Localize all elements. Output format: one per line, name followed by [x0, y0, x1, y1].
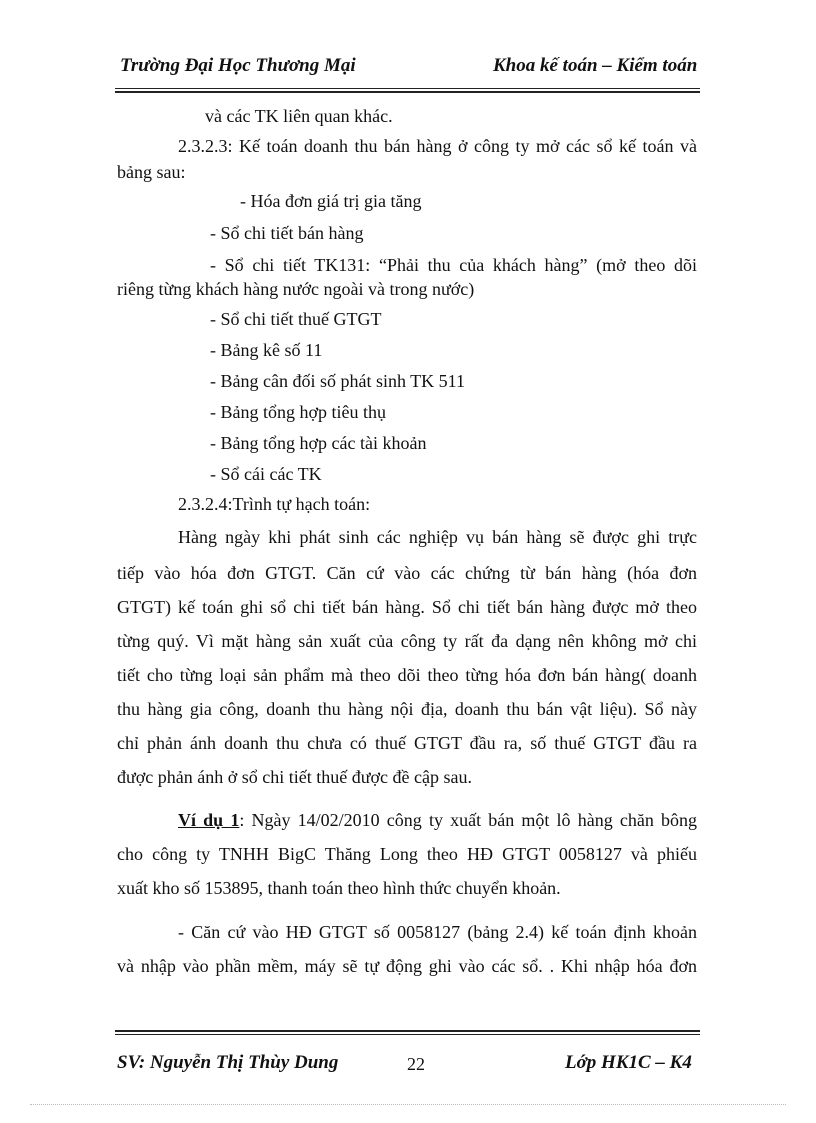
- page-bottom-border: [30, 1104, 786, 1105]
- paragraph-line: được phản ánh ở sổ chi tiết thuế được đề cập sau.: [117, 767, 472, 787]
- paragraph-line: GTGT) kế toán ghi sổ chi tiết bán hàng. Sổ chi tiết bán hàng được mở theo: [117, 597, 697, 617]
- list-item: riêng từng khách hàng nước ngoài và trong nước): [117, 279, 475, 299]
- list-item: - Hóa đơn giá trị gia tăng: [240, 191, 422, 211]
- paragraph-line: tiết cho từng loại sản phẩm mà theo dõi theo từng hóa đơn bán hàng( doanh: [117, 665, 697, 685]
- page-number: 22: [407, 1054, 425, 1074]
- section-heading: 2.3.2.4:Trình tự hạch toán:: [178, 494, 371, 514]
- footer-student: SV: Nguyễn Thị Thùy Dung: [117, 1052, 339, 1073]
- header-divider-thick: [115, 91, 700, 93]
- example-text: : Ngày 14/02/2010 công ty xuất bán một lô hàng chăn bông: [239, 810, 697, 830]
- paragraph-line: tiếp vào hóa đơn GTGT. Căn cứ vào các chứng từ bán hàng (hóa đơn: [117, 563, 697, 583]
- example-label: Ví dụ 1: [178, 810, 240, 830]
- paragraph-line: bảng sau:: [117, 162, 186, 182]
- example-line: xuất kho số 153895, thanh toán theo hình thức chuyển khoản.: [117, 878, 561, 898]
- footer-divider: [115, 1034, 700, 1035]
- header-school: Trường Đại Học Thương Mại: [120, 55, 356, 76]
- paragraph-line: thu hàng gia công, doanh thu hàng nội địa, doanh thu bán vật liệu). Sổ này: [117, 699, 697, 719]
- paragraph-line: và nhập vào phần mềm, máy sẽ tự động ghi vào các sổ. . Khi nhập hóa đơn: [117, 956, 697, 976]
- list-item: - Bảng tổng hợp các tài khoản: [210, 433, 427, 453]
- paragraph-line: chỉ phản ánh doanh thu chưa có thuế GTGT đầu ra, số thuế GTGT đầu ra: [117, 733, 697, 753]
- paragraph-line: 2.3.2.3: Kế toán doanh thu bán hàng ở công ty mở các sổ kế toán và: [178, 136, 697, 156]
- list-item: - Sổ chi tiết thuế GTGT: [210, 309, 382, 329]
- example-line: [178, 811, 697, 829]
- header-department: Khoa kế toán – Kiểm toán: [493, 55, 698, 76]
- paragraph-line: Hàng ngày khi phát sinh các nghiệp vụ bán hàng sẽ được ghi trực: [178, 527, 697, 547]
- paragraph-line: và các TK liên quan khác.: [205, 106, 393, 126]
- list-item: - Bảng kê số 11: [210, 340, 323, 360]
- list-item: - Bảng cân đối số phát sinh TK 511: [210, 371, 465, 391]
- list-item: - Sổ cái các TK: [210, 464, 322, 484]
- list-item: - Sổ chi tiết TK131: “Phải thu của khách hàng” (mở theo dõi: [210, 255, 697, 275]
- paragraph-line: từng quý. Vì mặt hàng sản xuất của công ty rất đa dạng nên không mở chi: [117, 631, 697, 651]
- header-divider: [115, 88, 700, 89]
- footer-class: Lớp HK1C – K4: [565, 1052, 692, 1073]
- example-line: cho công ty TNHH BigC Thăng Long theo HĐ GTGT 0058127 và phiếu: [117, 844, 697, 864]
- footer-divider-thick: [115, 1030, 700, 1032]
- list-item: - Sổ chi tiết bán hàng: [210, 223, 364, 243]
- paragraph-line: - Căn cứ vào HĐ GTGT số 0058127 (bảng 2.4) kế toán định khoản: [178, 922, 697, 942]
- list-item: - Bảng tổng hợp tiêu thụ: [210, 402, 387, 422]
